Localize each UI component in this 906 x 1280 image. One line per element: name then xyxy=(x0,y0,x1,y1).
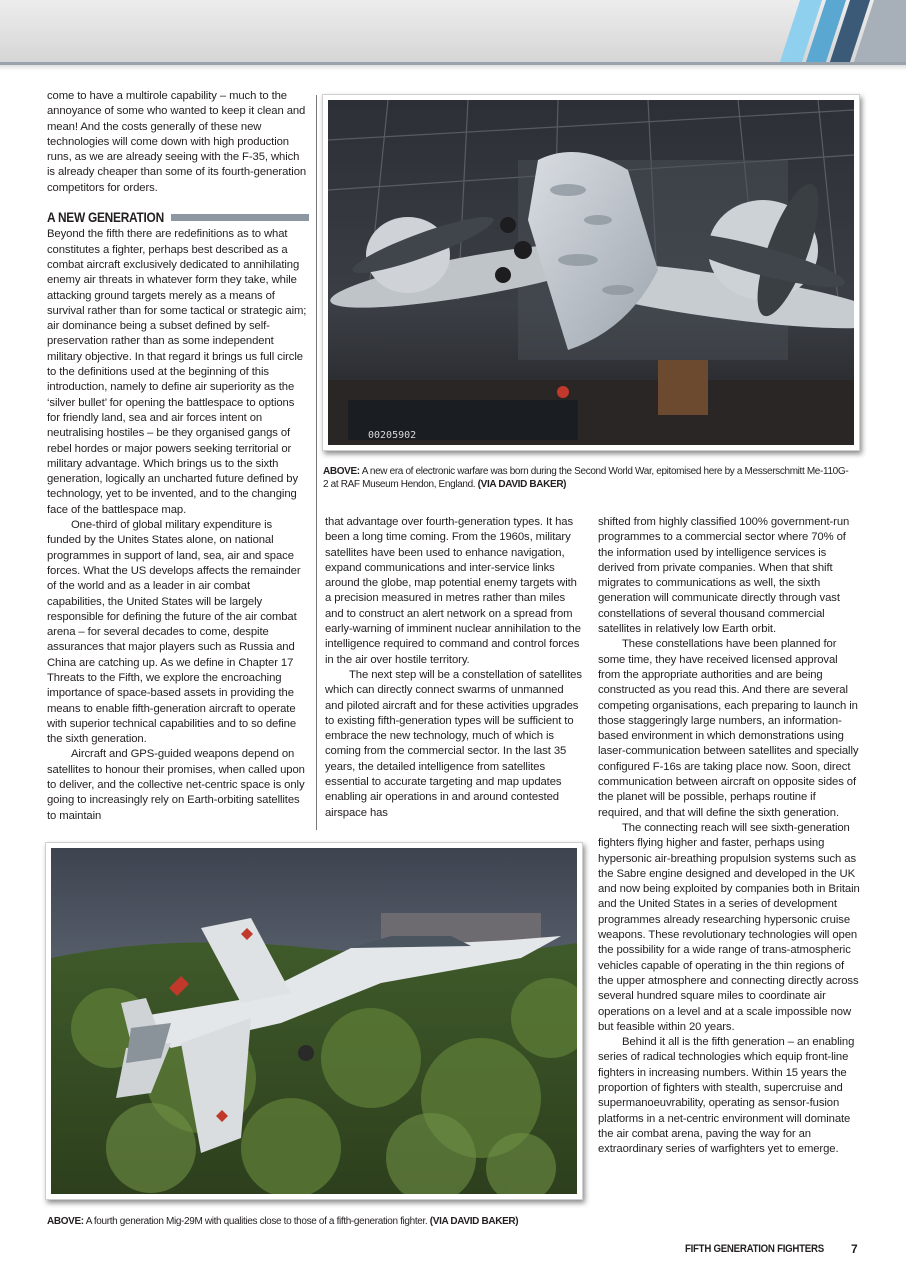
running-footer-title: FIFTH GENERATION FIGHTERS xyxy=(685,1243,824,1255)
aircraft-serial-plate: 00205902 xyxy=(368,430,417,441)
paragraph: The connecting reach will see sixth-generation fighters flying higher and faster, perhaps using hypersonic air-breathing propulsion systems such as the Sabre engine designed and developed in the UK and now being exploited by companies both in Britain and the United States in a series of development programmes already researching hypersonic cruise weapons. These revolutionary technologies will open the possibility for a wide range of trans-atmospheric vehicles capable of operating in the thin regions of the upper atmosphere and connecting directly across several hundred square miles to coordinate air operations on a level and at a scale impossible now but feasible within 20 years. xyxy=(598,821,860,1033)
photo-me110-hangar xyxy=(322,94,860,451)
paragraph: Behind it all is the fifth generation – an enabling series of radical technologies which equip front-line fighters in increasing numbers. Within 15 years the proportion of fighters with stealth, supercruise and supermanoeuvrability, operating as sensor-fusion platforms in a net-centric environment will dominate the air combat arena, paving the way for an extraordinary series of warfighters yet to emerge. xyxy=(598,1036,855,1156)
caption-label: ABOVE: xyxy=(323,466,360,477)
caption-credit: (VIA DAVID BAKER) xyxy=(429,1216,519,1227)
photo-caption-mig29m xyxy=(47,1215,587,1228)
text-column-1 xyxy=(47,89,309,824)
paragraph: Beyond the fifth there are redefinitions as to what constitutes a fighter, perhaps best described as a combat aircraft exclusively dedicated to annihilating enemy air threats in whatever form they take, while attacking ground targets merely as a means of survival rather than for some tactical or strategic aim; air dominance being a subset defined by self-preservation rather than as some independent military objective. In that regard it brings us full circle to the definitions used at the beginning of this introduction, namely to define air superiority as the ‘silver bullet’ for opening the battlespace to options for friendly land, sea and air forces intent on neutralising hostiles – be they organised gangs of rebel hordes or major powers seeking territorial or military advantage. Which brings us to the sixth generation, logically an uncharted future defined by technology, yet to be invented, and to the changing face of the battlespace map. xyxy=(47,228,307,516)
photo-caption-me110 xyxy=(323,465,853,491)
paragraph: shifted from highly classified 100% government-run programmes to a commercial sector where 70% of the information used by intelligence services is derived from private companies. When that shift migrates to communications as well, the sixth generation will communicate directly through vast constellations of several thousand commercial satellites in relatively low Earth orbit. xyxy=(598,516,850,636)
me110-aircraft-image xyxy=(328,100,854,445)
paragraph: The next step will be a constellation of satellites which can directly connect swarms of unmanned and piloted aircraft and for these activities upgrades to existing fifth-generation types will be sufficient to embrace the new technology, much of which is coming from the commercial sector. In the last 35 years, the detailed intelligence from satellites essential to accurate targeting and map updates enabling air operations in and around contested airspace has xyxy=(325,668,582,819)
paragraph: come to have a multirole capability – much to the annoyance of some who wanted to keep it clean and mean! And the costs generally of these new technologies will come down with high production runs, as we are already seeing with the F-35, which is already cheaper than some of its fourth-generation competitors for orders. xyxy=(47,90,307,194)
column-divider xyxy=(316,95,317,830)
section-heading xyxy=(47,210,309,225)
page-number: 7 xyxy=(851,1242,858,1256)
text-column-2 xyxy=(325,515,583,821)
header-shadow xyxy=(0,65,906,71)
text-column-3 xyxy=(598,515,860,1157)
caption-text: A fourth generation Mig-29M with qualities close to those of a fifth-generation fighter. xyxy=(85,1216,428,1227)
paragraph: Aircraft and GPS-guided weapons depend on satellites to honour their promises, when called upon to deliver, and the collective net-centric space is only going to increasingly rely on Earth-orbiting satellites to maintain xyxy=(47,748,305,822)
heading-rule-bar xyxy=(171,214,309,221)
paragraph: One-third of global military expenditure is funded by the Unites States alone, on national programmes in support of land, sea, air and space forces. What the US develops affects the remainder of the world and as a leader in air combat capabilities, the United States will be largely responsible for defining the future of the air combat arena – for several decades to come, despite assurances that major players such as Russia and China are catching up. As we define in Chapter 17 Threats to the Fifth, we explore the encroaching importance of space-based assets in providing the means to enable fifth-generation aircraft to operate with superior technical capabilities and to so define the sixth generation. xyxy=(47,519,301,746)
caption-label: ABOVE: xyxy=(47,1216,84,1227)
paragraph: that advantage over fourth-generation types. It has been a long time coming. From the 1960s, military satellites have been used to enhance navigation, expand communications and inter-service links around the globe, map potential enemy targets with a precision measured in metres rather than miles and to construct an alert network on a spread from early-warning of imminent nuclear annihilation to the intelligence required to command and control forces in the air over hostile territory. xyxy=(325,516,581,666)
page-header-band xyxy=(0,0,906,65)
photo-mig29m xyxy=(45,842,583,1200)
caption-text: A new era of electronic warfare was born during the Second World War, epitomised here by a Messerschmitt Me-110G-2 at RAF Museum Hendon, England. xyxy=(323,466,849,490)
caption-credit: (VIA DAVID BAKER) xyxy=(477,479,567,490)
section-heading-text: A NEW GENERATION xyxy=(47,209,164,226)
paragraph: These constellations have been planned for some time, they have received licensed approval from the appropriate authorities and are being constructed as you read this. And there are several competing organisations, each preparing to launch in those staggeringly large numbers, an information-based environment in which demonstrations using laser-communication between satellites and specially configured F-16s are taking place now. Soon, direct communication between aircraft on opposite sides of the planet will be possible, perhaps routine if required, and that will define the sixth generation. xyxy=(598,638,859,819)
mig29m-aircraft-image xyxy=(51,848,577,1194)
